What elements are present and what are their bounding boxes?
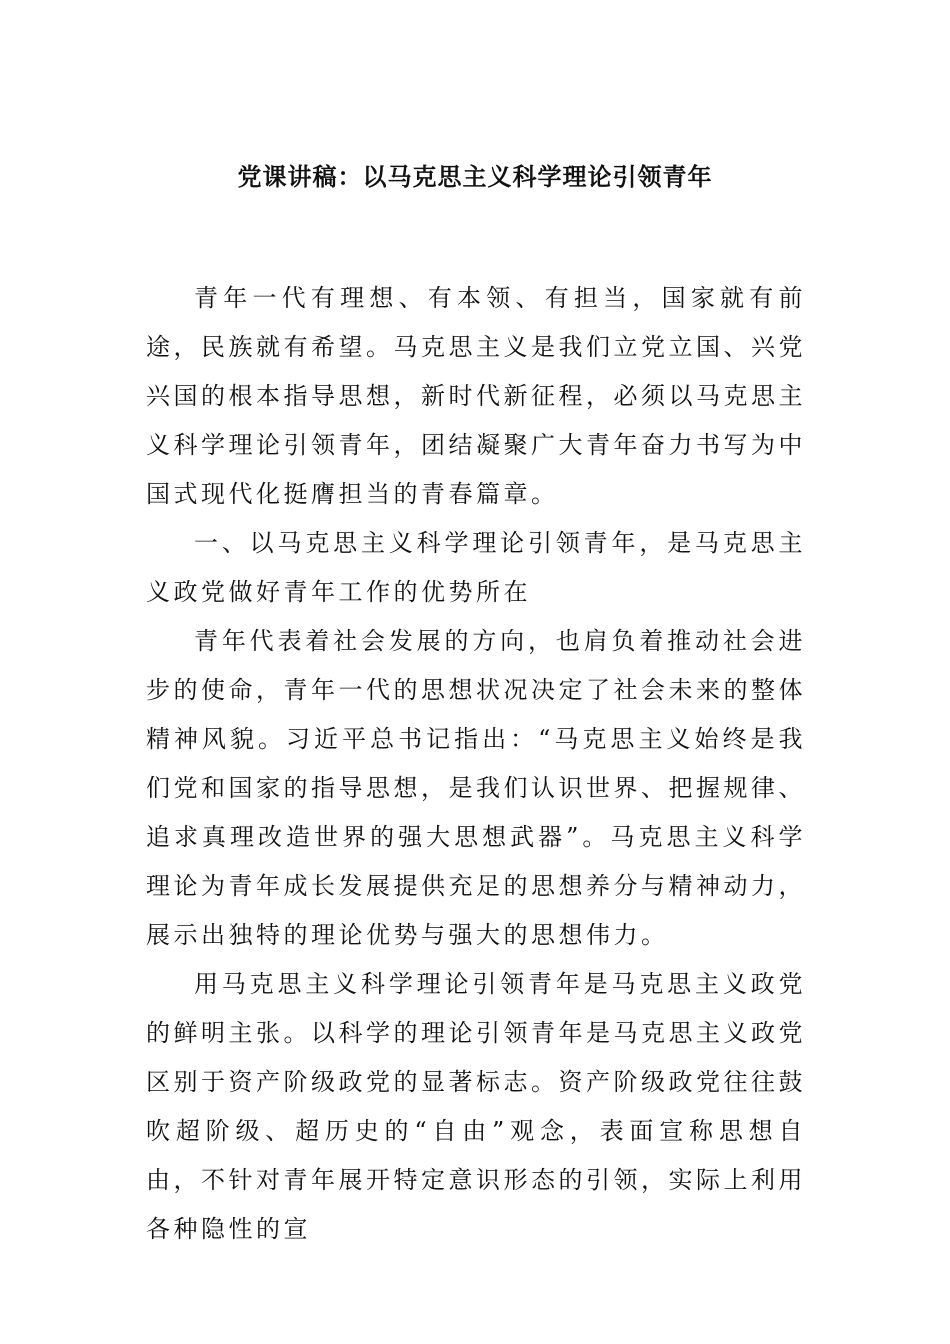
section-heading-one: 一、以马克思主义科学理论引领青年，是马克思主义政党做好青年工作的优势所在: [146, 529, 806, 606]
paragraph-party-stance: 用马克思主义科学理论引领青年是马克思主义政党的鲜明主张。以科学的理论引领青年是马克思主义政党区别于资产阶级政党的显著标志。资产阶级政党往往鼓吹超阶级、超历史的“自由”观念，表面宣称思想自由，不针对青年展开特定意识形态的引领，实际上利用各种隐性的宣: [146, 970, 806, 1243]
document-body: [146, 274, 806, 1254]
paragraph-youth-direction: 青年代表着社会发展的方向，也肩负着推动社会进步的使命，青年一代的思想状况决定了社会未来的整体精神风貌。习近平总书记指出：“马克思主义始终是我们党和国家的指导思想，是我们认识世界、把握规律、追求真理改造世界的强大思想武器”。马克思主义科学理论为青年成长发展提供充足的思想养分与精神动力，展示出独特的理论优势与强大的思想伟力。: [146, 627, 806, 949]
document-title: 党课讲稿：以马克思主义科学理论引领青年: [237, 163, 713, 191]
paragraph-intro: 青年一代有理想、有本领、有担当，国家就有前途，民族就有希望。马克思主义是我们立党立国、兴党兴国的根本指导思想，新时代新征程，必须以马克思主义科学理论引领青年，团结凝聚广大青年奋力书写为中国式现代化挺膺担当的青春篇章。: [146, 284, 806, 508]
